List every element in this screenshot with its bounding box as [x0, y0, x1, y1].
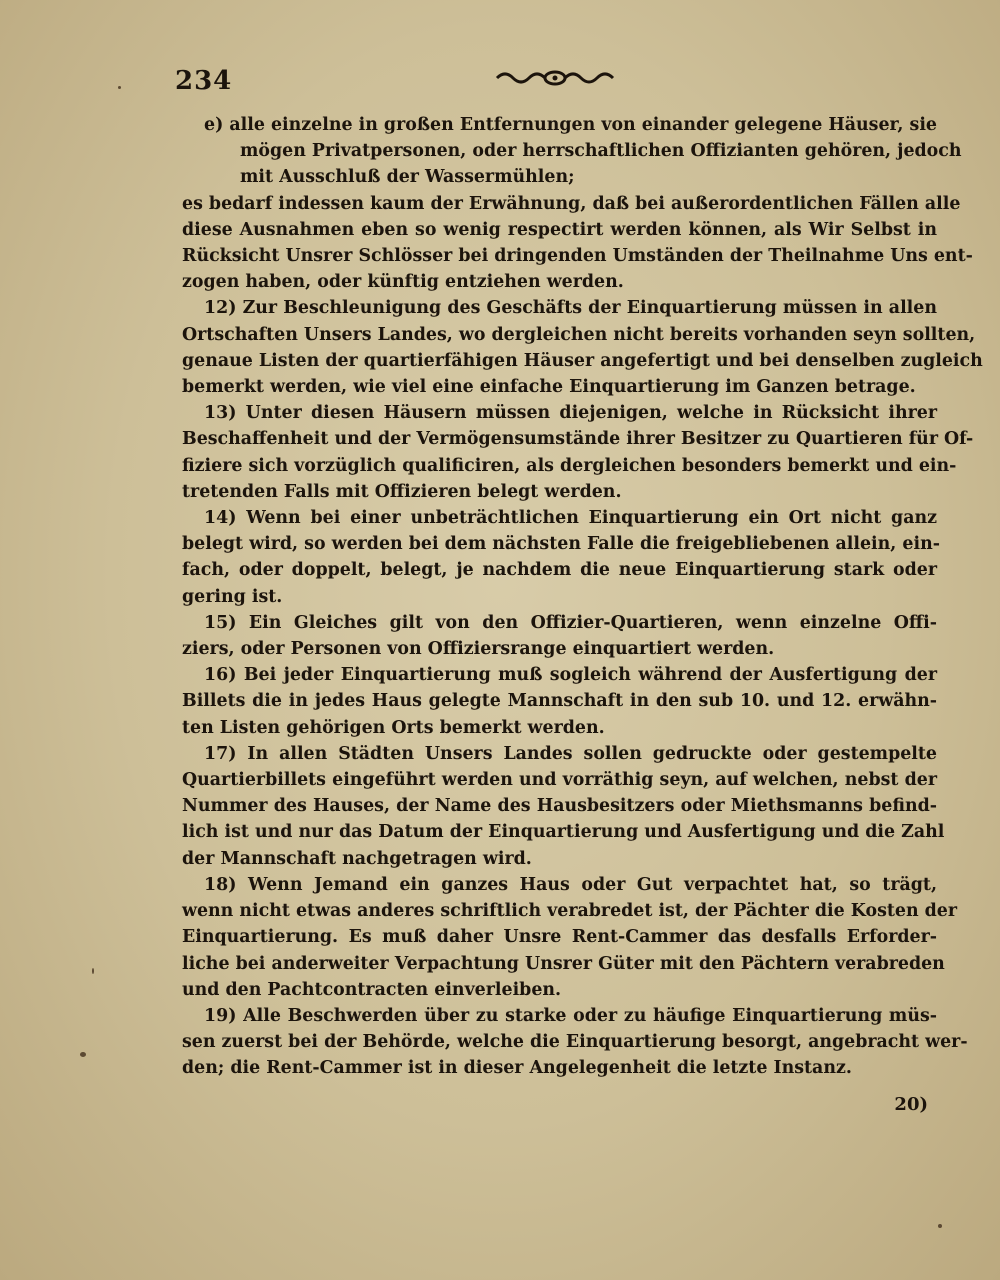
text-line: liche bei anderweiter Verpachtung Unsrer Güter mit den Pächtern verabreden [182, 953, 945, 974]
paper-speck [92, 968, 94, 974]
text-line: genaue Listen der quartierfähigen Häuser angefertigt und bei denselben zugleich [182, 350, 983, 371]
text-line: zogen haben, oder künftig entziehen werden. [182, 272, 624, 293]
text-line: wenn nicht etwas anderes schriftlich verabredet ist, der Pächter die Kosten der [182, 901, 958, 922]
text-line: und den Pachtcontracten einverleiben. [182, 979, 562, 1000]
text-line: diese Ausnahmen eben so wenig respectirt werden können, als Wir Selbst in [182, 219, 937, 240]
header-ornament [495, 68, 615, 86]
text-line: Beschaffenheit und der Vermögensumstände ihrer Besitzer zu Quartieren für Of- [182, 429, 974, 450]
paper-speck [118, 86, 121, 89]
catchword: 20) [894, 1094, 928, 1115]
text-line: lich ist und nur das Datum der Einquartierung und Ausfertigung und die Zahl [182, 822, 945, 843]
text-line: Ortschaften Unsers Landes, wo dergleichen nicht bereits vorhanden seyn sollten, [182, 324, 976, 345]
text-line: ziers, oder Personen von Offiziersrange einquartiert werden. [182, 639, 775, 660]
text-line: Quartierbillets eingeführt werden und vorräthig seyn, auf welchen, nebst der [182, 770, 937, 791]
text-line: 17) In allen Städten Unsers Landes sollen gedruckte oder gestempelte [204, 743, 937, 764]
text-line: Einquartierung. Es muß daher Unsre Rent-Cammer das desfalls Erforder- [182, 927, 937, 948]
text-line: 16) Bei jeder Einquartierung muß sogleich während der Ausfertigung der [204, 665, 937, 686]
paper-speck [80, 1052, 86, 1057]
body-text [182, 112, 983, 1082]
text-line: 14) Wenn bei einer unbeträchtlichen Einquartierung ein Ort nicht ganz [204, 508, 937, 529]
text-line: es bedarf indessen kaum der Erwähnung, daß bei außerordentlichen Fällen alle [182, 193, 961, 214]
text-line: mögen Privatpersonen, oder herrschaftlichen Offizianten gehören, jedoch [240, 141, 962, 162]
text-line: Rücksicht Unsrer Schlösser bei dringenden Umständen der Theilnahme Uns ent- [182, 246, 973, 267]
text-line: e) alle einzelne in großen Entfernungen von einander gelegene Häuser, sie [204, 115, 937, 135]
text-line: 15) Ein Gleiches gilt von den Offizier-Quartieren, wenn einzelne Offi- [204, 612, 937, 633]
page-number: 234 [175, 66, 233, 96]
text-line: sen zuerst bei der Behörde, welche die Einquartierung besorgt, angebracht wer- [182, 1032, 968, 1053]
text-line: der Mannschaft nachgetragen wird. [182, 848, 532, 869]
text-line: den; die Rent-Cammer ist in dieser Angelegenheit die letzte Instanz. [182, 1058, 852, 1079]
text-line: 12) Zur Beschleunigung des Geschäfts der Einquartierung müssen in allen [204, 298, 937, 319]
text-line: Billets die in jedes Haus gelegte Mannschaft in den sub 10. und 12. erwähn- [182, 691, 937, 712]
text-line: belegt wird, so werden bei dem nächsten Falle die freigebliebenen allein, ein- [182, 534, 940, 555]
text-line: 13) Unter diesen Häusern müssen diejenigen, welche in Rücksicht ihrer [204, 403, 937, 424]
text-line: ten Listen gehörigen Orts bemerkt werden. [182, 717, 605, 738]
page-header [175, 60, 935, 100]
text-line: 18) Wenn Jemand ein ganzes Haus oder Gut verpachtet hat, so trägt, [204, 874, 937, 895]
text-line: fiziere sich vorzüglich qualificiren, als dergleichen besonders bemerkt und ein- [182, 455, 957, 476]
text-line: tretenden Falls mit Offizieren belegt werden. [182, 481, 622, 502]
paper-speck [938, 1224, 942, 1228]
text-line: Nummer des Hauses, der Name des Hausbesitzers oder Miethsmanns befind- [182, 796, 937, 817]
text-line: bemerkt werden, wie viel eine einfache Einquartierung im Ganzen betrage. [182, 377, 916, 398]
text-line: gering ist. [182, 586, 283, 607]
text-line: mit Ausschluß der Wassermühlen; [240, 167, 575, 188]
text-line: fach, oder doppelt, belegt, je nachdem die neue Einquartierung stark oder [182, 560, 937, 581]
text-line: 19) Alle Beschwerden über zu starke oder zu häufige Einquartierung müs- [204, 1005, 937, 1026]
